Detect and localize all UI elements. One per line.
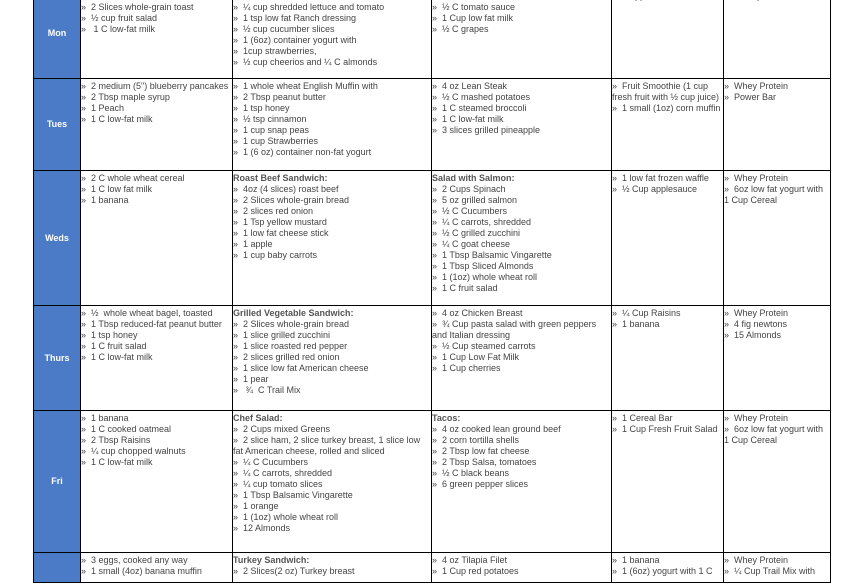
- food-item: » 1 C fruit salad: [432, 283, 498, 293]
- day-label: Thurs: [34, 306, 81, 411]
- food-item: » Power Bar: [724, 92, 777, 102]
- food-item: » 4 oz Tilapia Filet: [432, 555, 508, 565]
- meal-title: Salad with Salmon:: [432, 173, 515, 183]
- food-item: » 6oz low fat yogurt with 1 Cup Cereal: [724, 424, 826, 445]
- breakfast-cell: [81, 306, 233, 411]
- dinner-cell: [432, 306, 612, 411]
- food-item: [724, 0, 830, 2]
- food-item: » 1 Tbsp Balsamic Vingarette: [233, 490, 353, 500]
- food-item: » Whey Protein: [724, 308, 789, 318]
- food-item: » 2 Tbsp low fat cheese: [432, 446, 530, 456]
- food-item: » 4 fig newtons: [724, 319, 788, 329]
- food-item: » 2 Cups mixed Greens: [233, 424, 331, 434]
- food-item: » ¼ Cup Trail Mix with: [724, 566, 816, 576]
- meal-title: Turkey Sandwich:: [233, 555, 310, 565]
- dinner-cell: [432, 411, 612, 553]
- food-item: » Whey Protein: [724, 413, 789, 423]
- food-item: » 2 Slices whole-grain bread: [233, 195, 350, 205]
- food-item: » 1 Cereal Bar: [612, 413, 673, 423]
- food-item: » 1 C low-fat milk: [81, 24, 156, 34]
- food-item: » Fruit Smoothie (1 cup fresh fruit with ½ cup juice): [612, 81, 720, 102]
- food-item: » 15 Almonds: [724, 330, 782, 340]
- food-item: » ¼ cup tomato slices: [233, 479, 323, 489]
- food-item: » 1 slice grilled zucchini: [233, 330, 331, 340]
- food-item: » 2 medium (5") blueberry pancakes: [81, 81, 229, 91]
- food-item: » 1 (6oz) yogurt with 1 C: [612, 566, 713, 576]
- day-label: Fri: [34, 411, 81, 553]
- food-item: [612, 0, 723, 2]
- food-item: » ¼ C carrots, shredded: [432, 217, 532, 227]
- snack1-cell: [612, 79, 724, 171]
- food-item: » ¼ cup shredded lettuce and tomato: [233, 2, 385, 12]
- meal-title: Chef Salad:: [233, 413, 283, 423]
- day-label: [34, 553, 81, 583]
- food-item: » ¼ C goat cheese: [432, 239, 511, 249]
- snack1-cell: [612, 171, 724, 306]
- food-item: » 2 Tbsp peanut butter: [233, 92, 326, 102]
- food-item: » 3 eggs, cooked any way: [81, 555, 188, 565]
- food-item: » 2 slices red onion: [233, 206, 314, 216]
- food-item: » ½ cup cucumber slices: [233, 24, 335, 34]
- day-label: Tues: [34, 79, 81, 171]
- snack2-cell: [724, 411, 831, 553]
- food-item: » 1 banana: [612, 319, 660, 329]
- food-item: » 2 Cups Spinach: [432, 184, 506, 194]
- food-item: » 1 Tbsp reduced-fat peanut butter: [81, 319, 222, 329]
- food-item: » 1 Cup red potatoes: [432, 566, 519, 576]
- snack2-cell: [724, 306, 831, 411]
- food-item: » 1 banana: [612, 555, 660, 565]
- food-item: » 2 Tbsp Raisins: [81, 435, 151, 445]
- dinner-cell: [432, 553, 612, 583]
- food-item: » 1 cup snap peas: [233, 125, 310, 135]
- food-item: » 1 low fat cheese stick: [233, 228, 329, 238]
- food-item: » ½ C grapes: [432, 24, 489, 34]
- breakfast-cell: [81, 79, 233, 171]
- food-item: » 1 whole wheat English Muffin with: [233, 81, 378, 91]
- breakfast-cell: [81, 411, 233, 553]
- lunch-cell: [233, 171, 432, 306]
- food-item: » 6 green pepper slices: [432, 479, 529, 489]
- food-item: » 1 Tsp yellow mustard: [233, 217, 327, 227]
- food-item: » Whey Protein: [724, 173, 789, 183]
- meal-title: Roast Beef Sandwich:: [233, 173, 328, 183]
- snack1-cell: [612, 306, 724, 411]
- food-item: » 1 banana: [81, 195, 129, 205]
- food-item: » 1 slice low fat American cheese: [233, 363, 369, 373]
- food-item: » 2 Tbsp maple syrup: [81, 92, 170, 102]
- food-item: » 1 pear: [233, 374, 269, 384]
- food-item: » 1 C fruit salad: [81, 341, 147, 351]
- food-item: » 1 C low-fat milk: [81, 352, 153, 362]
- food-item: » 4 oz cooked lean ground beef: [432, 424, 561, 434]
- snack1-cell: [612, 553, 724, 583]
- food-item: » 1 Tbsp Balsamic Vingarette: [432, 250, 552, 260]
- food-item: » 2 Slices(2 oz) Turkey breast: [233, 566, 355, 576]
- food-item: » ¼ Cup Raisins: [612, 308, 681, 318]
- food-item: » 1 Cup cherries: [432, 363, 501, 373]
- food-item: » 4oz (4 slices) roast beef: [233, 184, 339, 194]
- meal-title: Tacos:: [432, 413, 461, 423]
- dinner-cell: [432, 171, 612, 306]
- food-item: » 6oz low fat yogurt with 1 Cup Cereal: [724, 184, 826, 205]
- food-item: » 1 (6oz) container yogurt with: [233, 35, 357, 45]
- food-item: » ½ C Cucumbers: [432, 206, 508, 216]
- day-row: [34, 411, 831, 553]
- food-item: » 4 oz Chicken Breast: [432, 308, 523, 318]
- food-item: » 1 Cup low fat milk: [432, 13, 514, 23]
- food-item: » 1 C cooked oatmeal: [81, 424, 172, 434]
- snack2-cell: [724, 553, 831, 583]
- day-label: Weds: [34, 171, 81, 306]
- food-item: » 1 cup Strawberries: [233, 136, 319, 146]
- dinner-cell: [432, 0, 612, 79]
- food-item: » 1 C steamed broccoli: [432, 103, 527, 113]
- food-item: » 1cup strawberries,: [233, 46, 317, 56]
- food-item: » 1 tsp low fat Ranch dressing: [233, 13, 357, 23]
- snack2-cell: [724, 0, 831, 79]
- lunch-cell: [233, 306, 432, 411]
- dinner-cell: [432, 79, 612, 171]
- food-item: » 1 orange: [233, 501, 279, 511]
- food-item: » 1 Peach: [81, 103, 125, 113]
- lunch-cell: [233, 553, 432, 583]
- food-item: » 1 tsp honey: [233, 103, 290, 113]
- food-item: » 1 slice roasted red pepper: [233, 341, 348, 351]
- food-item: » 1 cup baby carrots: [233, 250, 318, 260]
- snack2-cell: [724, 79, 831, 171]
- meal-plan-table: [33, 0, 831, 583]
- food-item: » 1 (1oz) whole wheat roll: [432, 272, 538, 282]
- day-row: [34, 0, 831, 79]
- food-item: » ½ C mashed potatoes: [432, 92, 531, 102]
- lunch-cell: [233, 411, 432, 553]
- food-item: » 1 Tbsp Sliced Almonds: [432, 261, 534, 271]
- food-item: » 1 small (1oz) corn muffin: [612, 103, 721, 113]
- day-row: [34, 553, 831, 583]
- food-item: » 1 Cup Fresh Fruit Salad: [612, 424, 718, 434]
- food-item: » 1 low fat frozen waffle: [612, 173, 709, 183]
- food-item: » ½ C black beans: [432, 468, 510, 478]
- food-item: » ½ Cup applesauce: [612, 184, 698, 194]
- day-row: [34, 306, 831, 411]
- food-item: » 2 Tbsp Salsa, tomatoes: [432, 457, 537, 467]
- food-item: » 2 corn tortilla shells: [432, 435, 520, 445]
- breakfast-cell: [81, 0, 233, 79]
- food-item: » ½ cup fruit salad: [81, 13, 158, 23]
- food-item: » 1 banana: [81, 413, 129, 423]
- day-row: [34, 171, 831, 306]
- food-item: » ½ C grilled zucchini: [432, 228, 521, 238]
- food-item: » ¼ cup chopped walnuts: [81, 446, 186, 456]
- food-item: » 1 small (4oz) banana muffin: [81, 566, 202, 576]
- food-item: » ½ cup cheerios and ¼ C almonds: [233, 57, 378, 67]
- food-item: » 2 slice ham, 2 slice turkey breast, 1 slice low fat American cheese, rolled and sliced: [233, 435, 423, 456]
- meal-title: Grilled Vegetable Sandwich:: [233, 308, 354, 318]
- food-item: » ¾ Cup pasta salad with green peppers and Italian dressing: [432, 319, 599, 340]
- food-item: » 1 (6 oz) container non-fat yogurt: [233, 147, 372, 157]
- food-item: » 5 oz grilled salmon: [432, 195, 518, 205]
- breakfast-cell: [81, 553, 233, 583]
- food-item: » 1 Cup Low Fat Milk: [432, 352, 520, 362]
- food-item: » 2 Slices whole-grain bread: [233, 319, 350, 329]
- breakfast-cell: [81, 171, 233, 306]
- food-item: » 12 Almonds: [233, 523, 291, 533]
- food-item: » 1 C low-fat milk: [81, 114, 153, 124]
- food-item: » ½ C tomato sauce: [432, 2, 516, 12]
- food-item: » ½ Cup steamed carrots: [432, 341, 536, 351]
- day-label: Mon: [34, 0, 81, 79]
- meal-plan-body: [34, 0, 831, 583]
- food-item: » 4 oz Lean Steak: [432, 81, 508, 91]
- food-item: » 1 apple: [233, 239, 273, 249]
- snack1-cell: [612, 411, 724, 553]
- food-item: » 2 Slices whole-grain toast: [81, 2, 194, 12]
- food-item: » 1 C low-fat milk: [81, 457, 153, 467]
- food-item: » 3 slices grilled pineapple: [432, 125, 541, 135]
- food-item: » ½ whole wheat bagel, toasted: [81, 308, 213, 318]
- snack2-cell: [724, 171, 831, 306]
- food-item: » 1 C low fat milk: [81, 184, 153, 194]
- day-row: [34, 79, 831, 171]
- food-item: » ¾ C Trail Mix: [233, 385, 301, 395]
- food-item: » ¼ C carrots, shredded: [233, 468, 333, 478]
- snack1-cell: [612, 0, 724, 79]
- lunch-cell: [233, 79, 432, 171]
- food-item: » Whey Protein: [724, 81, 789, 91]
- food-item: » ½ tsp cinnamon: [233, 114, 307, 124]
- food-item: » 1 C low-fat milk: [432, 114, 504, 124]
- food-item: » 2 C whole wheat cereal: [81, 173, 185, 183]
- food-item: » 2 slices grilled red onion: [233, 352, 340, 362]
- food-item: » ¼ C Cucumbers: [233, 457, 309, 467]
- food-item: » 1 (1oz) whole wheat roll: [233, 512, 339, 522]
- lunch-cell: [233, 0, 432, 79]
- food-item: » Whey Protein: [724, 555, 789, 565]
- food-item: » 1 tsp honey: [81, 330, 138, 340]
